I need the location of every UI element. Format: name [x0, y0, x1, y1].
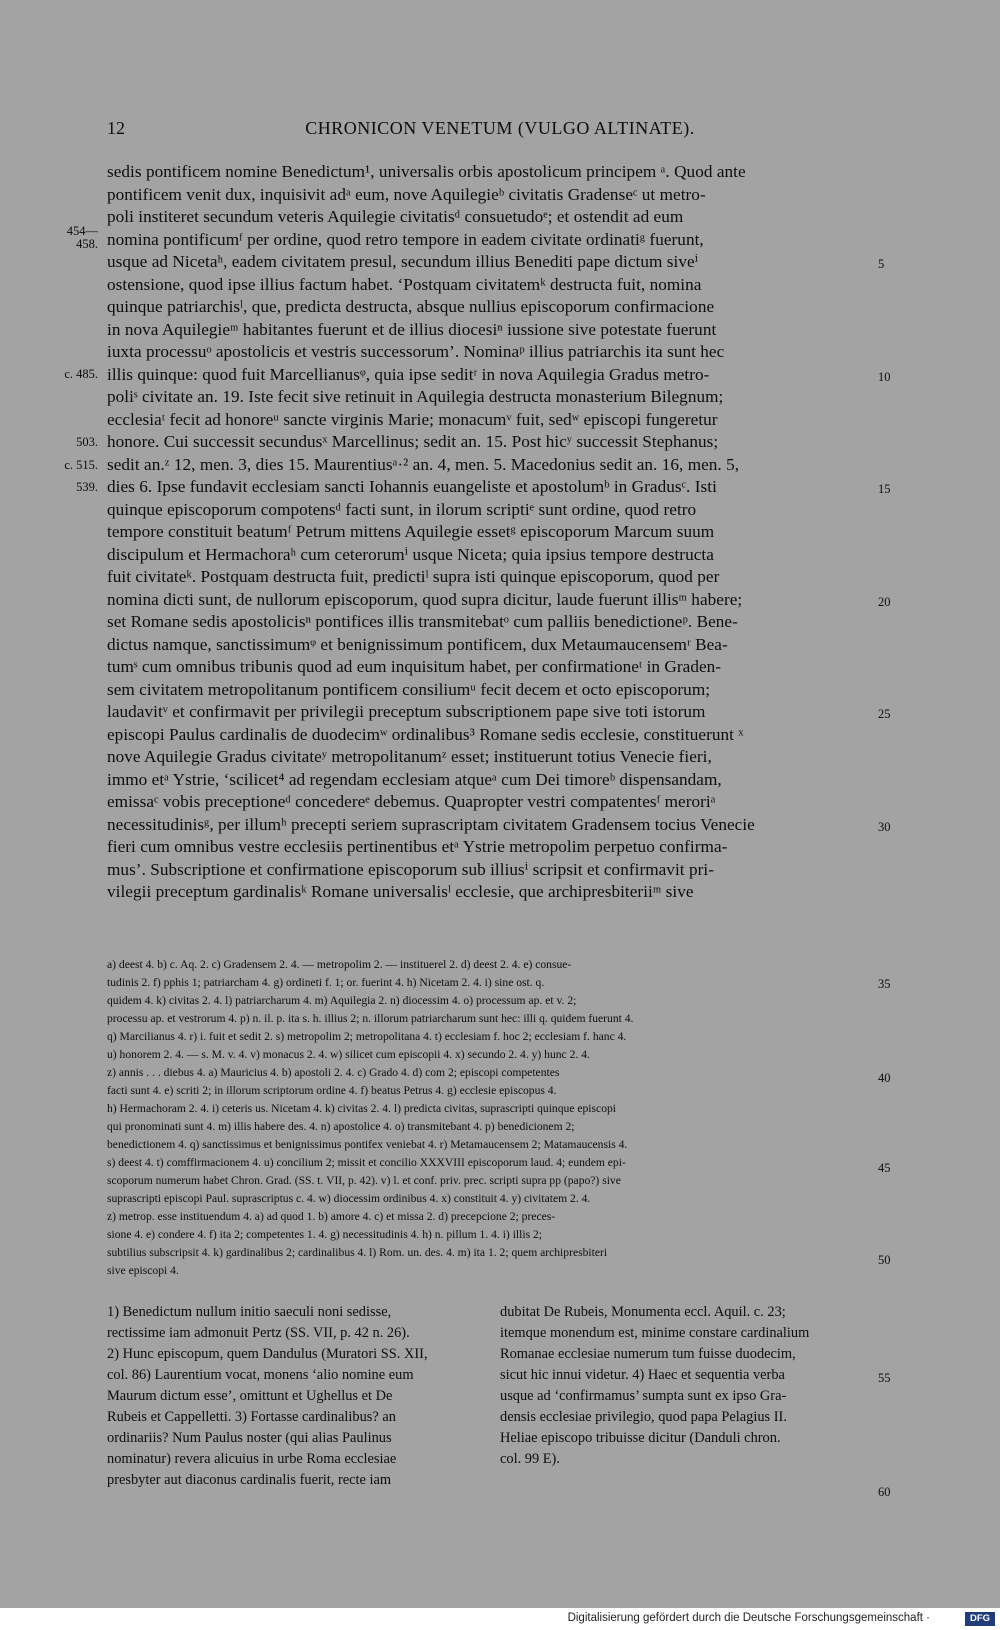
- text-line: fieri cum omnibus vestre ecclesiis pertinentibus etᵃ Ystrie metropolim perpetuo confirma-: [107, 837, 728, 856]
- text-line: nomina dicti sunt, de nullorum episcoporum, quod supra dicitur, laude fuerunt illisᵐ habere;: [107, 590, 743, 609]
- text-line: tempore constituit beatumᶠ Petrum mittens Aquilegie essetᵍ episcoporum Marcum suum: [107, 522, 715, 541]
- text-line: iuxta processuᵒ apostolicis et vestris successorum’. Nominaᵖ illius patriarchis ita sunt hec: [107, 342, 725, 361]
- margin-date: 503.: [76, 435, 98, 449]
- apparatus-line: suprascripti episcopi Paul. suprascriptus c. 4. w) diocessim ordinibus 4. x) constituit 4. y) civitatem 2. 4.: [107, 1192, 591, 1205]
- apparatus-line: quidem 4. k) civitas 2. 4. l) patriarcharum 4. m) Aquilegia 2. n) diocessim 4. o) processum ap. et v. 2;: [107, 994, 577, 1007]
- text-line: sedit an.ᶻ 12, men. 3, dies 15. Maurentiusᵃ·² an. 4, men. 5. Macedonius sedit an. 16, men. 5,: [107, 455, 740, 474]
- apparatus-line: tudinis 2. f) pphis 1; patriarcham 4. g) ordineti f. 1; or. fuerint 4. h) Nicetam 2. 4. i) sine ost. q.: [107, 976, 545, 989]
- apparatus-line: u) honorem 2. 4. — s. M. v. 4. v) monacus 2. 4. w) silicet cum episcopii 4. x) secundo 2. 4. y) hunc 2. 4.: [107, 1048, 590, 1061]
- apparatus-line: z) metrop. esse instituendum 4. a) ad quod 1. b) amore 4. c) et missa 2. d) precepcione 2; preces-: [107, 1210, 556, 1223]
- text-line: nove Aquilegie Gradus civitateʸ metropolitanumᶻ esset; instituerunt totius Venecie fieri,: [107, 747, 712, 766]
- text-line: quinque episcoporum compotensᵈ facti sunt, in ilorum scriptiᵉ sunt ordine, quod retro: [107, 500, 697, 519]
- text-line: poliˢ civitate an. 19. Iste fecit sive retinuit in Aquilegia destructa monasterium Bilegnum;: [107, 387, 724, 406]
- line-number: 25: [878, 707, 891, 721]
- page-number: 12: [107, 118, 125, 138]
- dfg-logo: DFG: [965, 1612, 995, 1626]
- text-line: episcopi Paulus cardinalis de duodecimʷ ordinalibus³ Romane sedis ecclesie, constituerunt ˣ: [107, 725, 744, 744]
- text-line: illis quinque: quod fuit Marcellianusᵠ, quia ipse seditʳ in nova Aquilegia Gradus metro-: [107, 365, 710, 384]
- footnote-line: 2) Hunc episcopum, quem Dandulus (Muratori SS. XII,: [107, 1346, 428, 1362]
- footnote-line: itemque monendum est, minime constare cardinalium: [500, 1325, 810, 1341]
- footnote-line: nominatur) revera alicuius in urbe Roma ecclesiae: [107, 1451, 397, 1467]
- footnote-line: dubitat De Rubeis, Monumenta eccl. Aquil. c. 23;: [500, 1304, 786, 1320]
- apparatus-line: processu ap. et vestrorum 4. p) n. il. p. ita s. h. illius 2; n. illorum patriarcharum sunt hec: illi q. quidem fuerunt 4.: [107, 1012, 634, 1025]
- apparatus-line: benedictionem 4. q) sanctissimus et benignissimus pontifex veniebat 4. r) Metamaucensem 2; Matamaucensis 4.: [107, 1138, 628, 1151]
- apparatus-line: sione 4. e) condere 4. f) ita 2; competentes 1. 4. g) necessitudinis 4. h) n. pillum 1. 4. i) illis 2;: [107, 1228, 543, 1241]
- apparatus-line: a) deest 4. b) c. Aq. 2. c) Gradensem 2. 4. — metropolim 2. — instituerel 2. d) deest 2. 4. e) consue-: [107, 958, 572, 971]
- line-number: 10: [878, 370, 891, 384]
- running-head: CHRONICON VENETUM (VULGO ALTINATE).: [305, 118, 695, 138]
- text-line: emissaᶜ vobis preceptioneᵈ concedereᵉ debemus. Quapropter vestri compatentesᶠ meroriᵃ: [107, 792, 716, 811]
- text-line: ostensione, quod ipse illius factum habet. ‘Postquam civitatemᵏ destructa fuit, nomina: [107, 275, 702, 294]
- text-line: laudavitᵛ et confirmavit per privilegii preceptum subscriptionem pape sive toti istorum: [107, 702, 706, 721]
- text-line: necessitudinisᵍ, per illumʰ precepti seriem suprascriptam civitatem Gradensem tocius Venecie: [107, 815, 755, 834]
- text-line: pontificem venit dux, inquisivit adᵃ eum, nove Aquilegieᵇ civitatis Gradenseᶜ ut metro-: [107, 185, 706, 204]
- apparatus-line: subtilius subscripsit 4. k) gardinalibus 2; cardinalibus 4. l) Rom. un. des. 4. m) ita 1. 2; quem archipresbiteri: [107, 1246, 608, 1259]
- line-number: 20: [878, 595, 891, 609]
- text-line: in nova Aquilegieᵐ habitantes fuerunt et de illius diocesiⁿ iussione sive potestate fuerunt: [107, 320, 717, 339]
- line-number: 45: [878, 1161, 891, 1175]
- apparatus-line: s) deest 4. t) comffirmacionem 4. u) concilium 2; missit et concilio XXXVIII episcoporum laud. 4; eundem epi-: [107, 1156, 626, 1169]
- footnote-line: densis ecclesiae privilegio, quod papa Pelagius II.: [500, 1409, 787, 1425]
- footnote-line: rectissime iam admonuit Pertz (SS. VII, p. 42 n. 26).: [107, 1325, 410, 1341]
- footnote-line: Heliae episcopo tribuisse dicitur (Danduli chron.: [500, 1430, 781, 1446]
- apparatus-line: h) Hermachoram 2. 4. i) ceteris us. Nicetam 4. k) civitas 2. 4. l) predicta civitas, suprascripti quinque episcopi: [107, 1102, 617, 1115]
- footnote-line: col. 86) Laurentium vocat, monens ‘alio nomine eum: [107, 1367, 414, 1383]
- footnote-line: col. 99 E).: [500, 1451, 560, 1467]
- text-line: sem civitatem metropolitanum pontificem consiliumᵘ fecit decem et octo episcoporum;: [107, 680, 711, 699]
- text-line: discipulum et Hermachoraʰ cum ceterorumⁱ usque Niceta; quia ipsius tempore destructa: [107, 545, 714, 564]
- footnote-line: ordinariis? Num Paulus noster (qui alias Paulinus: [107, 1430, 392, 1446]
- apparatus-line: sive episcopi 4.: [107, 1264, 179, 1277]
- text-line: poli institeret secundum veteris Aquilegie civitatisᵈ consuetudoᵉ; et ostendit ad eum: [107, 207, 684, 226]
- line-number: 15: [878, 482, 891, 496]
- margin-date: 454—: [66, 224, 98, 238]
- text-line: dictus namque, sanctissimumᵠ et benignissimum pontificem, dux Metaumaucensemʳ Bea-: [107, 635, 728, 654]
- text-line: sedis pontificem nomine Benedictum¹, universalis orbis apostolicum principem ᵃ. Quod ante: [107, 162, 746, 181]
- apparatus-line: scoporum numerum habet Chron. Grad. (SS. t. VII, p. 42). v) l. et conf. priv. prec. scripti supra pp (papo?) sive: [107, 1174, 621, 1187]
- apparatus-line: qui pronominati sunt 4. m) illis habere des. 4. n) apostolice 4. o) transmitebant 4. p) benedicionem 2;: [107, 1120, 575, 1133]
- text-line: set Romane sedis apostolicisⁿ pontifices illis transmitebatᵒ cum palliis benedictioneᵖ. Bene-: [107, 612, 738, 631]
- line-number: 60: [878, 1485, 891, 1499]
- line-number: 35: [878, 977, 891, 991]
- footnote-line: sicut hic innui videtur. 4) Haec et sequentia verba: [500, 1367, 785, 1383]
- text-line: quinque patriarchisˡ, que, predicta destructa, absque nullius episcoporum confirmacione: [107, 297, 715, 316]
- footnote-line: Rubeis et Cappelletti. 3) Fortasse cardinalibus? an: [107, 1409, 396, 1425]
- text-line: vilegii preceptum gardinalisᵏ Romane universalisˡ ecclesie, que archipresbiteriiᵐ sive: [107, 882, 694, 901]
- margin-date: 539.: [76, 480, 98, 494]
- text-line: fuit civitateᵏ. Postquam destructa fuit, predictiˡ supra isti quinque episcoporum, quod per: [107, 567, 720, 586]
- margin-date: c. 485.: [64, 367, 98, 381]
- footnote-line: presbyter aut diaconus cardinalis fuerit, recte iam: [107, 1472, 392, 1488]
- line-number: 5: [878, 257, 885, 271]
- text-line: immo etᵃ Ystrie, ‘scilicet⁴ ad regendam ecclesiam atqueᵃ cum Dei timoreᵇ dispensandam,: [107, 770, 722, 789]
- margin-date: c. 515.: [64, 458, 98, 472]
- line-number: 30: [878, 820, 891, 834]
- line-number: 55: [878, 1371, 891, 1385]
- text-line: honore. Cui successit secundusˣ Marcellinus; sedit an. 15. Post hicʸ successit Stephanus;: [107, 432, 719, 451]
- footnote-line: Maurum dictum esse’, omittunt et Ughellus et De: [107, 1388, 393, 1404]
- line-number: 40: [878, 1071, 891, 1085]
- apparatus-line: z) annis . . . diebus 4. a) Mauricius 4. b) apostoli 2. 4. c) Grado 4. d) com 2; episcopi competentes: [107, 1066, 560, 1079]
- text-line: mus’. Subscriptione et confirmatione episcoporum sub illiusⁱ scripsit et confirmavit pri-: [107, 860, 714, 879]
- dfg-footer-text: Digitalisierung gefördert durch die Deutsche Forschungsgemeinschaft ·: [567, 1612, 930, 1624]
- apparatus-line: facti sunt 4. e) scriti 2; in illorum scriptorum ordine 4. f) beatus Petrus 4. g) ecclesie episcopus 4.: [107, 1084, 557, 1097]
- apparatus-line: q) Marcilianus 4. r) i. fuit et sedit 2. s) metropolim 2; metropolitana 4. t) ecclesiam f. hoc 2; ecclesiam f. hanc 4.: [107, 1030, 627, 1043]
- footnote-line: Romanae ecclesiae numerum tum fuisse duodecim,: [500, 1346, 796, 1362]
- text-line: usque ad Nicetaʰ, eadem civitatem presul, secundum illius Benediti pape dictum siveⁱ: [107, 252, 699, 271]
- footnote-line: usque ad ‘confirmamus’ sumpta sunt ex ipso Gra-: [500, 1388, 787, 1404]
- footnote-line: 1) Benedictum nullum initio saeculi noni sedisse,: [107, 1304, 392, 1320]
- text-line: dies 6. Ipse fundavit ecclesiam sancti Iohannis euangeliste et apostolumᵇ in Gradusᶜ. Isti: [107, 477, 717, 496]
- text-line: nomina pontificumᶠ per ordine, quod retro tempore in eadem civitate ordinatiᵍ fuerunt,: [107, 230, 704, 249]
- text-line: tumˢ cum omnibus tribunis quod ad eum inquisitum habet, per confirmationeᵗ in Graden-: [107, 657, 722, 676]
- margin-date: 458.: [76, 237, 98, 251]
- line-number: 50: [878, 1253, 891, 1267]
- text-line: ecclesiaᵗ fecit ad honoreᵘ sancte virginis Marie; monacumᵛ fuit, sedʷ episcopi fungeretur: [107, 410, 718, 429]
